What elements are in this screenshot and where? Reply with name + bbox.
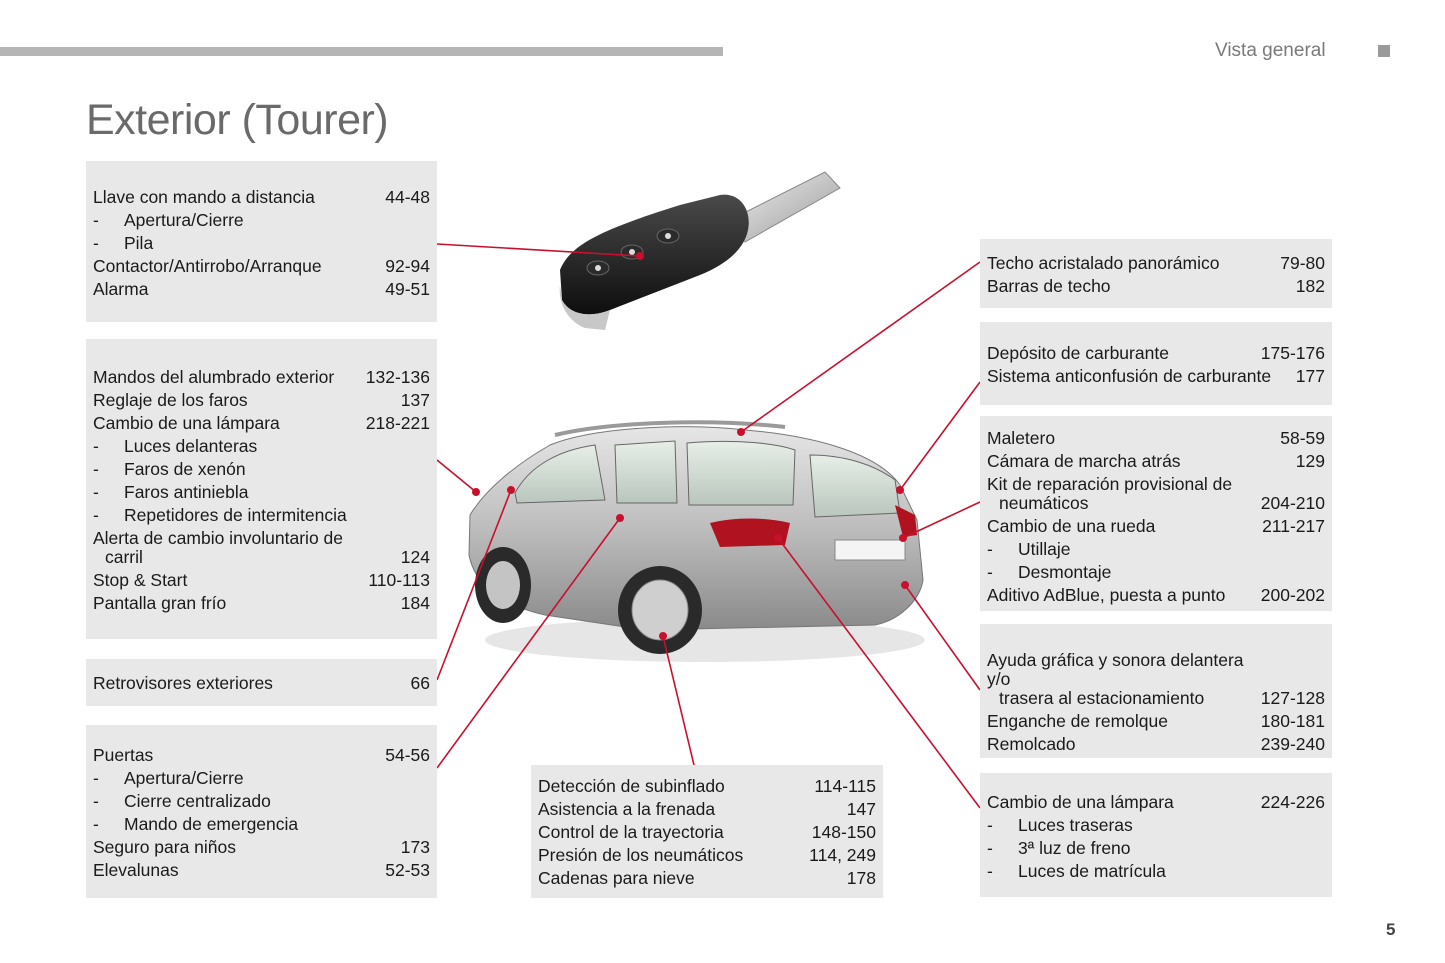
index-entry bbox=[93, 278, 430, 301]
entry-page-ref: 182 bbox=[1295, 276, 1325, 296]
index-entry bbox=[538, 775, 876, 798]
index-entry bbox=[987, 515, 1325, 538]
entry-page-ref: 114-115 bbox=[814, 776, 876, 796]
entry-label bbox=[987, 475, 1232, 513]
entry-label-line2: neumáticos bbox=[999, 493, 1089, 513]
entry-label: Aditivo AdBlue, puesta a punto bbox=[987, 585, 1226, 605]
index-entry bbox=[987, 651, 1325, 708]
box-doors bbox=[86, 725, 437, 898]
index-entry bbox=[987, 427, 1325, 450]
index-entry bbox=[987, 814, 1325, 837]
entry-label: Retrovisores exteriores bbox=[93, 673, 273, 693]
index-entry bbox=[93, 672, 430, 695]
index-entry bbox=[987, 450, 1325, 473]
index-entry bbox=[987, 538, 1325, 561]
index-entry bbox=[93, 767, 430, 790]
index-entry bbox=[987, 365, 1325, 388]
entry-label: - Repetidores de intermitencia bbox=[93, 504, 347, 527]
box-roof bbox=[980, 239, 1332, 308]
entry-page-ref: 148-150 bbox=[811, 822, 876, 842]
entry-label: Asistencia a la frenada bbox=[538, 799, 716, 819]
entry-label-line2: carril bbox=[105, 547, 143, 567]
index-entry bbox=[93, 813, 430, 836]
entry-page-ref: 127-128 bbox=[1260, 688, 1325, 708]
entry-page-ref: 200-202 bbox=[1260, 585, 1325, 605]
entry-label: - Pila bbox=[93, 232, 153, 255]
index-entry bbox=[93, 412, 430, 435]
index-entry bbox=[93, 592, 430, 615]
entry-label: Cámara de marcha atrás bbox=[987, 451, 1181, 471]
index-entry bbox=[987, 733, 1325, 756]
entry-page-ref: 184 bbox=[400, 593, 430, 613]
page-title: Exterior (Tourer) bbox=[86, 96, 389, 144]
entry-page-ref: 52-53 bbox=[385, 860, 430, 880]
entry-label-line1: Ayuda gráfica y sonora delantera y/o bbox=[987, 650, 1244, 689]
index-entry bbox=[987, 584, 1325, 607]
entry-label: Cambio de una lámpara bbox=[987, 792, 1174, 812]
entry-label: Sistema anticonfusión de carburante bbox=[987, 366, 1272, 386]
box-fuel bbox=[980, 322, 1332, 405]
index-entry bbox=[93, 529, 430, 567]
index-entry bbox=[987, 710, 1325, 733]
entry-page-ref: 129 bbox=[1295, 451, 1325, 471]
entry-label: Stop & Start bbox=[93, 570, 188, 590]
index-entry bbox=[93, 366, 430, 389]
entry-page-ref: 66 bbox=[410, 673, 430, 693]
index-entry bbox=[93, 255, 430, 278]
entry-page-ref: 44-48 bbox=[385, 187, 430, 207]
entry-page-ref: 132-136 bbox=[365, 367, 430, 387]
entry-page-ref: 110-113 bbox=[368, 570, 430, 590]
entry-page-ref: 204-210 bbox=[1260, 493, 1325, 513]
entry-page-ref: 175-176 bbox=[1260, 343, 1325, 363]
entry-page-ref: 92-94 bbox=[385, 256, 430, 276]
entry-label: Cadenas para nieve bbox=[538, 868, 695, 888]
box-boot bbox=[980, 416, 1332, 611]
entry-label: Llave con mando a distancia bbox=[93, 187, 315, 207]
index-entry bbox=[987, 252, 1325, 275]
entry-page-ref: 114, 249 bbox=[809, 845, 876, 865]
entry-label: - Faros antiniebla bbox=[93, 481, 249, 504]
index-entry bbox=[93, 186, 430, 209]
index-entry bbox=[987, 860, 1325, 883]
index-entry bbox=[538, 821, 876, 844]
index-entry bbox=[93, 836, 430, 859]
index-entry bbox=[538, 844, 876, 867]
entry-label: - Cierre centralizado bbox=[93, 790, 271, 813]
index-entry bbox=[93, 790, 430, 813]
entry-label bbox=[987, 651, 1253, 708]
entry-page-ref: 177 bbox=[1295, 366, 1325, 386]
entry-page-ref: 211-217 bbox=[1262, 516, 1325, 536]
entry-label: Control de la trayectoria bbox=[538, 822, 724, 842]
entry-label: Alarma bbox=[93, 279, 149, 299]
index-entry bbox=[987, 791, 1325, 814]
entry-label: - 3ª luz de freno bbox=[987, 837, 1131, 860]
entry-label: Presión de los neumáticos bbox=[538, 845, 744, 865]
entry-label-line1: Alerta de cambio involuntario de bbox=[93, 528, 344, 548]
box-mirrors bbox=[86, 659, 437, 706]
entry-page-ref: 224-226 bbox=[1260, 792, 1325, 812]
entry-label: Cambio de una rueda bbox=[987, 516, 1156, 536]
index-entry bbox=[93, 389, 430, 412]
index-entry bbox=[93, 209, 430, 232]
entry-label: Detección de subinflado bbox=[538, 776, 725, 796]
entry-label-line2: trasera al estacionamiento bbox=[999, 688, 1205, 708]
index-entry bbox=[987, 475, 1325, 513]
section-label: Vista general bbox=[1215, 40, 1326, 61]
entry-label: Reglaje de los faros bbox=[93, 390, 248, 410]
entry-label: Pantalla gran frío bbox=[93, 593, 227, 613]
entry-label: Contactor/Antirrobo/Arranque bbox=[93, 256, 322, 276]
index-entry bbox=[93, 569, 430, 592]
box-key-remote bbox=[86, 161, 437, 322]
entry-label: - Luces de matrícula bbox=[987, 860, 1166, 883]
entry-page-ref: 137 bbox=[400, 390, 430, 410]
entry-label bbox=[93, 529, 343, 567]
entry-page-ref: 79-80 bbox=[1280, 253, 1325, 273]
entry-label: Remolcado bbox=[987, 734, 1076, 754]
entry-label: Seguro para niños bbox=[93, 837, 237, 857]
index-entry bbox=[987, 561, 1325, 584]
entry-label: Depósito de carburante bbox=[987, 343, 1169, 363]
entry-page-ref: 218-221 bbox=[365, 413, 430, 433]
index-entry bbox=[93, 232, 430, 255]
entry-label: - Utillaje bbox=[987, 538, 1071, 561]
entry-page-ref: 54-56 bbox=[385, 745, 430, 765]
entry-label: Maletero bbox=[987, 428, 1056, 448]
entry-label: - Mando de emergencia bbox=[93, 813, 298, 836]
entry-label: - Desmontaje bbox=[987, 561, 1111, 584]
index-entry bbox=[93, 744, 430, 767]
entry-label: Cambio de una lámpara bbox=[93, 413, 280, 433]
box-tyres-safety bbox=[531, 765, 883, 898]
index-entry bbox=[93, 859, 430, 882]
entry-page-ref: 58-59 bbox=[1280, 428, 1325, 448]
entry-label: - Faros de xenón bbox=[93, 458, 246, 481]
box-exterior-lighting bbox=[86, 339, 437, 639]
index-entry bbox=[93, 504, 430, 527]
entry-page-ref: 178 bbox=[846, 868, 876, 888]
entry-label: Barras de techo bbox=[987, 276, 1111, 296]
index-entry bbox=[987, 342, 1325, 365]
box-parking-towing bbox=[980, 624, 1332, 758]
entry-label: Techo acristalado panorámico bbox=[987, 253, 1220, 273]
entry-label: - Apertura/Cierre bbox=[93, 209, 244, 232]
index-entry bbox=[93, 435, 430, 458]
entry-label: Enganche de remolque bbox=[987, 711, 1168, 731]
index-entry bbox=[93, 481, 430, 504]
entry-label: Elevalunas bbox=[93, 860, 179, 880]
entry-label: - Luces delanteras bbox=[93, 435, 257, 458]
entry-label: Mandos del alumbrado exterior bbox=[93, 367, 335, 387]
entry-label-line1: Kit de reparación provisional de bbox=[987, 474, 1233, 494]
index-entry bbox=[93, 458, 430, 481]
index-entry bbox=[987, 275, 1325, 298]
page-number: 5 bbox=[1386, 920, 1396, 939]
entry-label: Puertas bbox=[93, 745, 154, 765]
index-entry bbox=[987, 837, 1325, 860]
entry-page-ref: 49-51 bbox=[385, 279, 430, 299]
entry-page-ref: 239-240 bbox=[1260, 734, 1325, 754]
entry-page-ref: 173 bbox=[400, 837, 430, 857]
entry-page-ref: 147 bbox=[846, 799, 876, 819]
entry-page-ref: 180-181 bbox=[1260, 711, 1325, 731]
entry-label: - Apertura/Cierre bbox=[93, 767, 244, 790]
box-rear-lamps bbox=[980, 773, 1332, 897]
entry-label: - Luces traseras bbox=[987, 814, 1133, 837]
entry-page-ref: 124 bbox=[400, 547, 430, 567]
index-entry bbox=[538, 798, 876, 821]
index-entry bbox=[538, 867, 876, 890]
